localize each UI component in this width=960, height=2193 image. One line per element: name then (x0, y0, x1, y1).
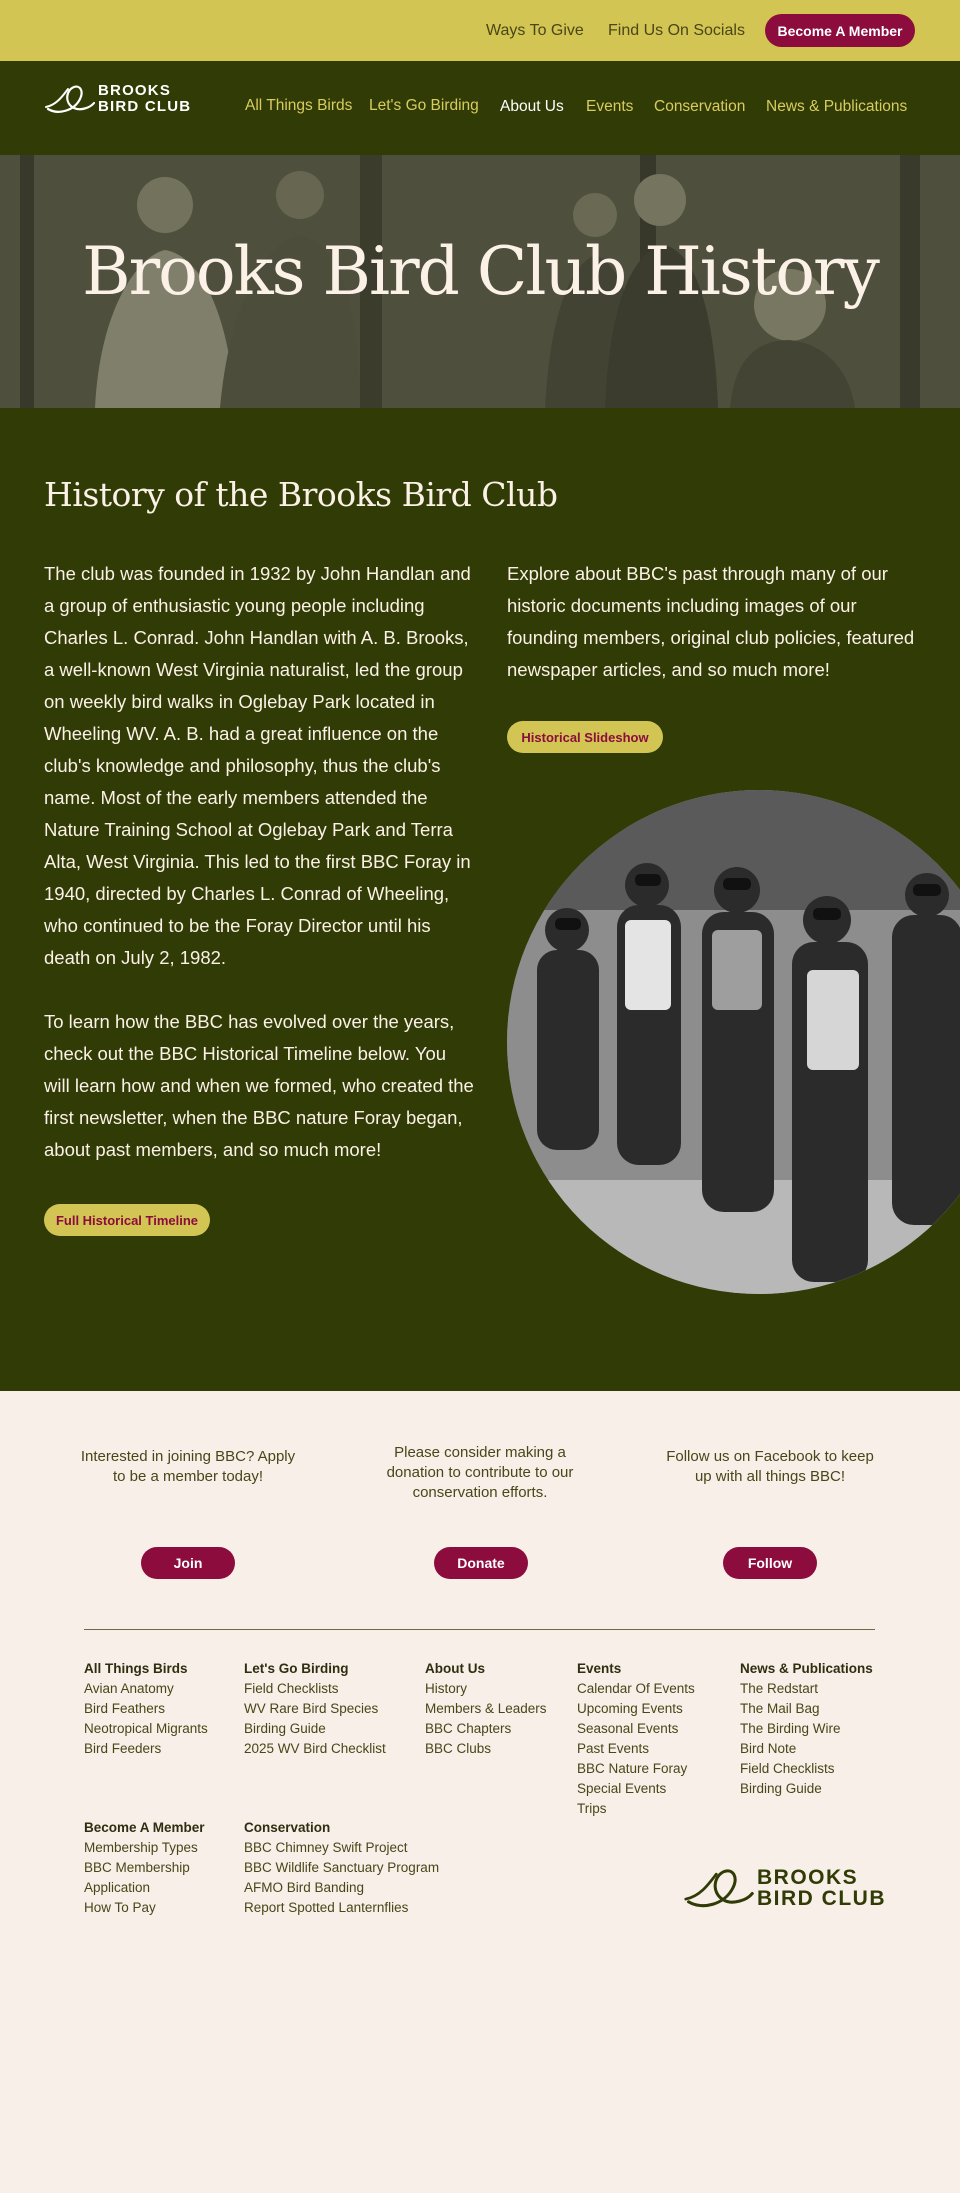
find-us-on-socials-link[interactable]: Find Us On Socials (608, 22, 745, 39)
history-paragraph-founding: The club was founded in 1932 by John Handlan and a group of enthusiastic young people including Charles L. Conrad. John Handlan with A. B. Brooks, a well-known West Virginia naturalist, led the group on weekly bird walks in Oglebay Park located in Wheeling WV. A. B. had a great influence on the club's knowledge and philosophy, thus the club's name. Most of the early members attended the Nature Training School at Oglebay Park and Terra Alta, West Virginia. This led to the first BBC Foray in 1940, directed by Charles L. Conrad of Wheeling, who continued to be the Foray Director until his death on July 2, 1982. (44, 563, 471, 968)
follow-text: Follow us on Facebook to keep up with all things BBC! (666, 1448, 874, 1485)
footer-link[interactable]: Bird Note (740, 1741, 797, 1756)
footer-link[interactable]: The Birding Wire (740, 1721, 841, 1736)
donate-text: Please consider making a donation to contribute to our conservation efforts. (386, 1444, 574, 1501)
footer-link[interactable]: BBC Chapters (425, 1721, 512, 1736)
join-button[interactable]: Join (141, 1547, 235, 1579)
historical-slideshow-button[interactable]: Historical Slideshow (507, 721, 663, 753)
nav-lets-go-birding[interactable]: Let's Go Birding (369, 97, 479, 114)
follow-button[interactable]: Follow (723, 1547, 817, 1579)
footer-link[interactable]: How To Pay (84, 1900, 156, 1915)
footer-link[interactable]: Members & Leaders (425, 1701, 547, 1716)
history-heading: History of the Brooks Bird Club (44, 475, 558, 514)
footer-logo-line2: BIRD CLUB (757, 1887, 886, 1910)
footer-heading[interactable]: About Us (425, 1661, 485, 1676)
bird-logo-icon (44, 81, 96, 117)
main-navigation (0, 61, 960, 155)
donate-button[interactable]: Donate (434, 1547, 528, 1579)
footer-link[interactable]: AFMO Bird Banding (244, 1880, 365, 1895)
footer-logo[interactable] (683, 1863, 886, 1913)
footer-link[interactable]: The Redstart (740, 1681, 819, 1696)
logo-text-line1: BROOKS (98, 82, 172, 99)
footer-link[interactable]: Past Events (577, 1741, 650, 1756)
history-paragraph-timeline: To learn how the BBC has evolved over the years, check out the BBC Historical Timeline below. You will learn how and when we formed, who created the first newsletter, when the BBC nature Foray began, about past members, and so much more! (44, 1011, 474, 1160)
footer-link[interactable]: Field Checklists (244, 1681, 339, 1696)
history-section (0, 408, 960, 1391)
footer-heading[interactable]: Let's Go Birding (244, 1661, 349, 1676)
nav-news-publications[interactable]: News & Publications (766, 98, 908, 115)
footer-link[interactable]: BBC Clubs (425, 1741, 492, 1756)
footer-link[interactable]: Trips (577, 1801, 607, 1816)
footer-logo-line1: BROOKS (757, 1866, 859, 1889)
footer-col-become-a-member (84, 1818, 205, 1918)
footer-link[interactable]: Application (84, 1880, 151, 1895)
footer-col-lets-go-birding (244, 1659, 386, 1759)
footer-link[interactable]: Field Checklists (740, 1761, 835, 1776)
footer-link[interactable]: BBC Membership (84, 1860, 190, 1875)
top-utility-bar (0, 0, 960, 61)
footer-link[interactable]: BBC Chimney Swift Project (244, 1840, 408, 1855)
footer-link[interactable]: The Mail Bag (740, 1701, 820, 1716)
page-title: Brooks Bird Club History (82, 233, 878, 310)
birders-with-binoculars-photo (507, 790, 960, 1294)
history-left-column (44, 558, 474, 1166)
footer-link[interactable]: Calendar Of Events (577, 1681, 695, 1696)
footer-link[interactable]: Seasonal Events (577, 1721, 679, 1736)
footer-heading[interactable]: Conservation (244, 1820, 331, 1835)
footer-link[interactable]: Avian Anatomy (84, 1681, 174, 1696)
footer-heading[interactable]: Events (577, 1661, 622, 1676)
nav-all-things-birds[interactable]: All Things Birds (245, 97, 353, 114)
footer-link[interactable]: Membership Types (84, 1840, 198, 1855)
footer-link[interactable]: BBC Nature Foray (577, 1761, 688, 1776)
footer-link[interactable]: Birding Guide (740, 1781, 822, 1796)
footer-heading[interactable]: News & Publications (740, 1661, 873, 1676)
footer-link[interactable]: Neotropical Migrants (84, 1721, 208, 1736)
footer-heading[interactable]: Become A Member (84, 1820, 205, 1835)
footer-link[interactable]: History (425, 1681, 468, 1696)
history-right-column (507, 558, 927, 686)
nav-events[interactable]: Events (586, 98, 634, 115)
site-footer (0, 1617, 960, 2193)
footer-link[interactable]: WV Rare Bird Species (244, 1701, 379, 1716)
logo-text-line2: BIRD CLUB (98, 98, 192, 115)
footer-col-news-publications (740, 1659, 873, 1799)
footer-link[interactable]: Report Spotted Lanternflies (244, 1900, 409, 1915)
join-text: Interested in joining BBC? Apply to be a member today! (80, 1448, 296, 1485)
footer-link[interactable]: Birding Guide (244, 1721, 326, 1736)
full-historical-timeline-button[interactable]: Full Historical Timeline (44, 1204, 210, 1236)
footer-heading[interactable]: All Things Birds (84, 1661, 188, 1676)
nav-conservation[interactable]: Conservation (654, 98, 746, 115)
history-paragraph-explore: Explore about BBC's past through many of our historic documents including images of our founding members, original club policies, featured newspaper articles, and so much more! (507, 563, 915, 680)
footer-col-about-us (425, 1659, 547, 1759)
footer-link[interactable]: BBC Wildlife Sanctuary Program (244, 1860, 440, 1875)
bird-logo-icon (683, 1863, 755, 1913)
footer-link[interactable]: 2025 WV Bird Checklist (244, 1741, 386, 1756)
footer-link[interactable]: Upcoming Events (577, 1701, 683, 1716)
nav-about-us[interactable]: About Us (500, 98, 564, 115)
call-to-action-section (0, 1391, 960, 1617)
footer-col-events (577, 1659, 695, 1819)
footer-col-conservation (244, 1818, 439, 1918)
footer-col-all-things-birds (84, 1659, 208, 1759)
site-logo[interactable] (44, 81, 191, 117)
become-a-member-button[interactable]: Become A Member (765, 14, 915, 47)
ways-to-give-link[interactable]: Ways To Give (486, 22, 584, 39)
hero-banner (0, 155, 960, 408)
footer-link[interactable]: Special Events (577, 1781, 667, 1796)
footer-link[interactable]: Bird Feeders (84, 1741, 162, 1756)
footer-link[interactable]: Bird Feathers (84, 1701, 166, 1716)
